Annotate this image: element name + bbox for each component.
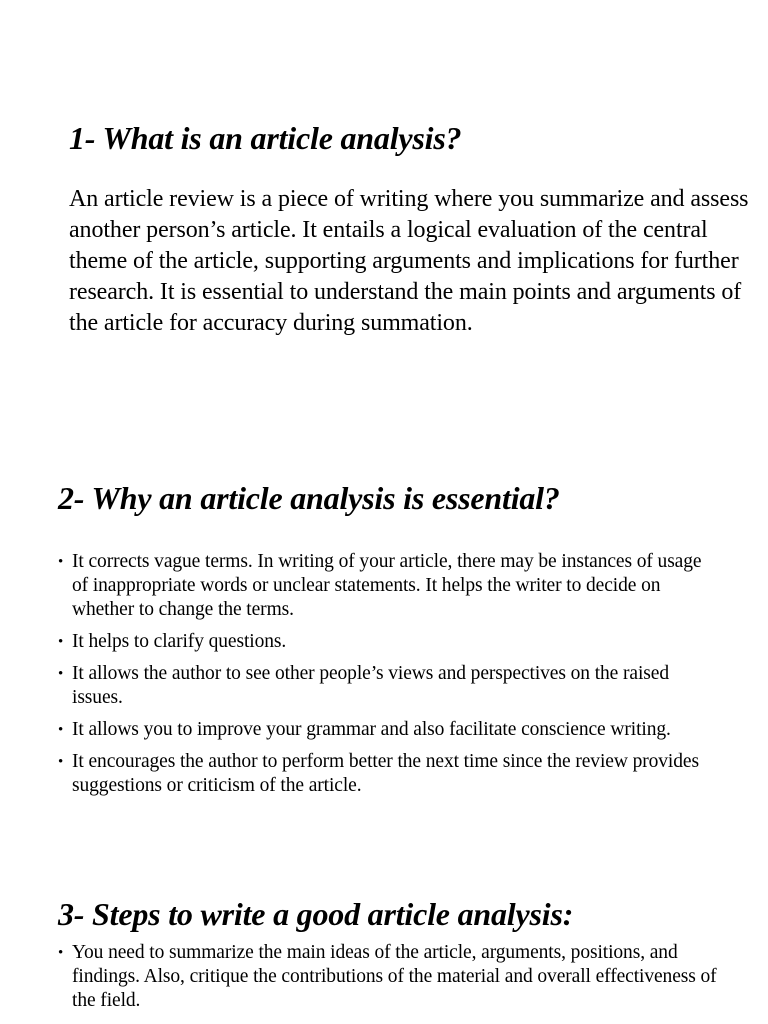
bullet-icon: • <box>58 722 64 738</box>
section-heading: 1- What is an article analysis? <box>69 120 462 156</box>
section-what-is-analysis <box>69 118 768 339</box>
list-item-text: It encourages the author to perform better the next time since the review provides suggestions or criticism of the article. <box>72 751 699 796</box>
bullet-icon: • <box>58 754 64 770</box>
section-steps <box>58 894 768 1021</box>
list-item <box>58 630 718 654</box>
bullet-icon: • <box>58 945 64 961</box>
bullet-icon: • <box>58 666 64 682</box>
list-item-text: You need to summarize the main ideas of the article, arguments, positions, and findings. Also, critique the contributions of the material and overall effectiveness of the field. <box>72 942 717 1011</box>
section-heading: 2- Why an article analysis is essential? <box>58 480 560 516</box>
list-item-text: It helps to clarify questions. <box>72 631 287 652</box>
list-item <box>58 718 718 742</box>
list-item <box>58 550 718 622</box>
section-paragraph: An article review is a piece of writing where you summarize and assess another person’s article. It entails a logical evaluation of the central theme of the article, supporting arguments and implications for further research. It is essential to understand the main points and arguments of the article for accuracy during summation. <box>69 186 749 336</box>
list-item-text: It corrects vague terms. In writing of your article, there may be instances of usage of inappropriate words or unclear statements. It helps the writer to decide on whether to change the terms. <box>72 551 702 620</box>
section-why-essential <box>58 478 768 806</box>
bullet-list <box>58 941 718 1013</box>
bullet-icon: • <box>58 634 64 650</box>
list-item-text: It allows the author to see other people’s views and perspectives on the raised issues. <box>72 663 669 708</box>
bullet-icon: • <box>58 554 64 570</box>
list-item-text: It allows you to improve your grammar and also facilitate conscience writing. <box>72 719 671 740</box>
section-heading: 3- Steps to write a good article analysis: <box>58 896 574 932</box>
list-item <box>58 750 718 798</box>
bullet-list <box>58 550 718 798</box>
list-item <box>58 941 718 1013</box>
list-item <box>58 662 718 710</box>
